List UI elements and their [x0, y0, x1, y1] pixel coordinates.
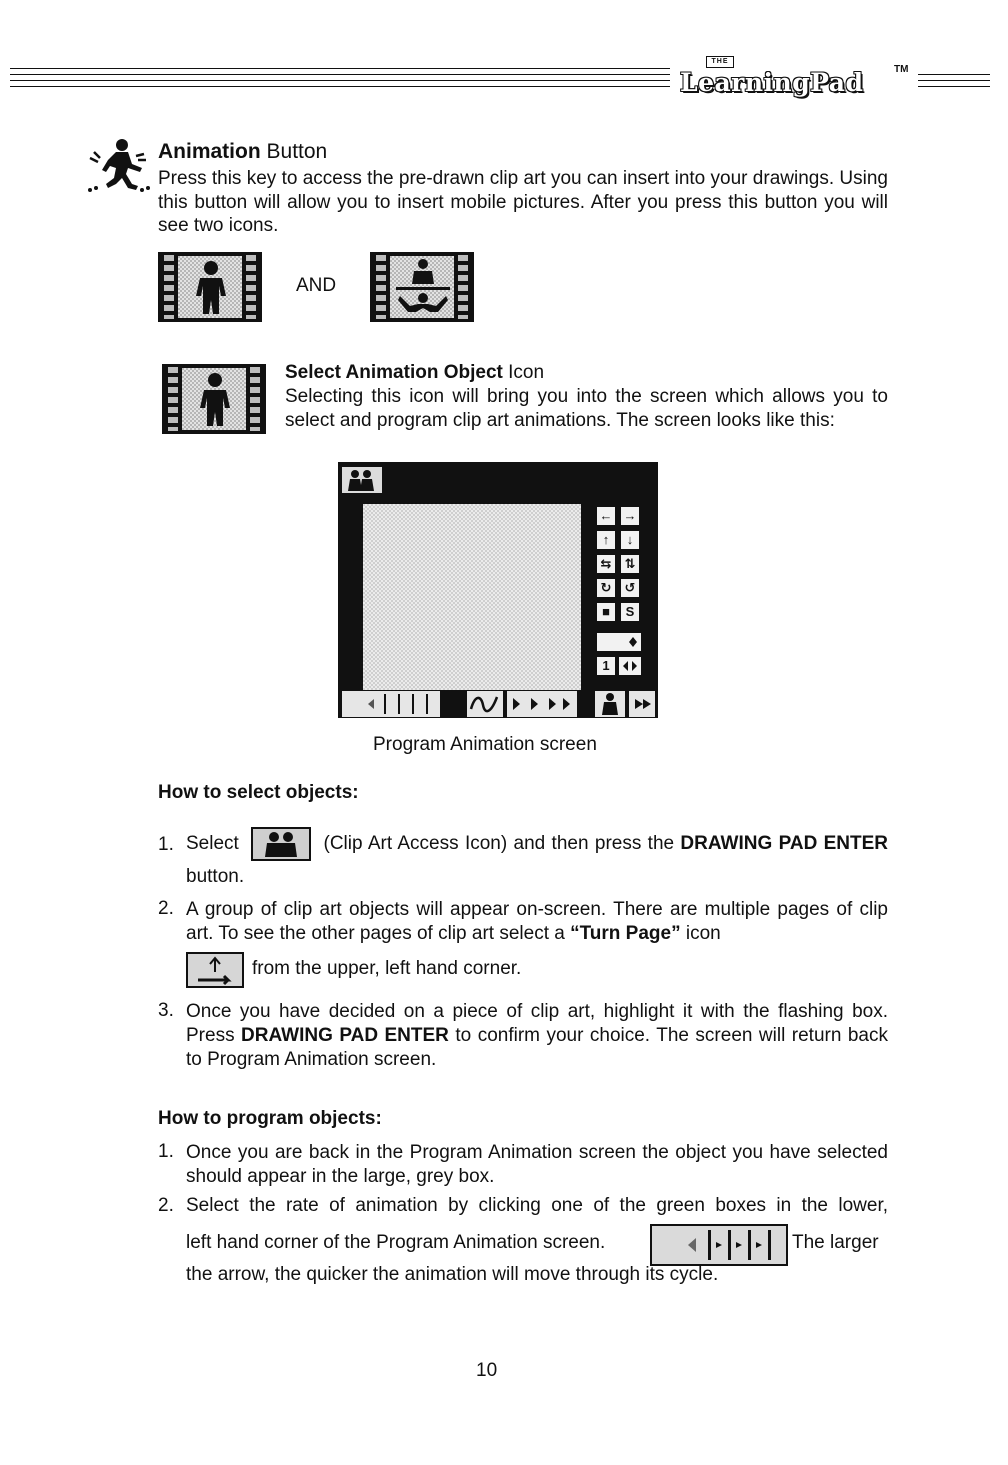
item-text: icon [680, 923, 721, 944]
swap-vertical-button[interactable]: ⇅ [620, 554, 640, 574]
arrow-left-button[interactable]: ← [596, 506, 616, 526]
turn-page-arrow-icon [188, 954, 242, 986]
path-draw-button[interactable] [466, 690, 504, 718]
animation-button-paragraph: Press this key to access the pre-drawn clip art you can insert into your drawings. Using this button will allow you to insert mobile pictures. After you press this button you will see two icons. [158, 168, 888, 236]
item-text: Select [186, 833, 239, 855]
program-animation-screen [338, 462, 658, 718]
turn-page-icon [186, 952, 244, 988]
speed-buttons-inline-icon [650, 1224, 788, 1266]
arrow-right-button[interactable]: → [620, 506, 640, 526]
people-icon [342, 467, 382, 493]
clip-art-access-inline-icon [251, 827, 311, 861]
select-objects-heading: How to select objects: [158, 782, 359, 803]
list-item-line-1: Select the rate of animation by clicking one of the green boxes in the lower, [186, 1195, 888, 1216]
diamond-icon [597, 633, 641, 651]
item-bold: DRAWING PAD ENTER [680, 833, 889, 855]
play-icon [507, 691, 577, 717]
figure-icon [194, 260, 228, 316]
animation-speed-buttons[interactable] [341, 690, 441, 718]
animation-button-title [158, 140, 327, 164]
animation-canvas[interactable] [363, 504, 581, 690]
learning-pad-logo [672, 56, 909, 97]
select-object-paragraph: Selecting this icon will bring you into the screen which allows you to select and program clip art animations. The screen looks like this: [285, 386, 888, 431]
item-text: button. [186, 866, 245, 887]
list-item-number: 3. [158, 1000, 174, 1021]
speed-arrows-icon [342, 691, 440, 717]
clip-art-access-icon[interactable] [341, 466, 383, 494]
list-item-line-3: the arrow, the quicker the animation will move through its cycle. [186, 1264, 719, 1285]
arrow-up-button[interactable]: ↑ [596, 530, 616, 550]
logo-the: THE [706, 56, 734, 68]
item-text: (Clip Art Access Icon) and then press the [317, 833, 681, 855]
path-button[interactable]: S [620, 602, 640, 622]
list-item-number: 2. [158, 1195, 174, 1216]
rotate-ccw-button[interactable]: ↺ [620, 578, 640, 598]
list-item-number: 2. [158, 898, 174, 919]
item-bold: “Turn Page” [570, 923, 681, 944]
program-objects-heading: How to program objects: [158, 1108, 382, 1129]
list-item [186, 1000, 888, 1072]
program-animation-icon [370, 252, 474, 322]
item-bold: DRAWING PAD ENTER [241, 1025, 449, 1046]
page-number: 10 [476, 1360, 498, 1381]
item-text: A group of clip art objects will appear on-screen. There are multiple pages of clip art. To see the other pages of clip art select a [186, 899, 888, 944]
list-item-line-2-end: The larger [792, 1232, 879, 1253]
speed-arrows-icon [652, 1226, 786, 1264]
page-arrows-icon [619, 657, 641, 675]
list-item: Once you are back in the Program Animation screen the object you have selected should appear in the large, grey box. [186, 1142, 888, 1187]
figure-pair-icon [396, 258, 450, 316]
select-animation-object-icon [158, 252, 262, 322]
logo-tm: TM [894, 64, 909, 75]
title-rest: Button [260, 140, 328, 163]
and-label: AND [296, 275, 337, 296]
list-item-number: 1. [158, 1141, 174, 1162]
logo-text: LearningPad [680, 68, 864, 97]
screen-caption: Program Animation screen [373, 734, 597, 755]
title-bold: Select Animation Object [285, 362, 503, 383]
stop-button[interactable]: ■ [596, 602, 616, 622]
list-item-line-2: left hand corner of the Program Animation screen. [186, 1232, 606, 1253]
rotate-cw-button[interactable]: ↻ [596, 578, 616, 598]
arrow-down-button[interactable]: ↓ [620, 530, 640, 550]
select-object-icon-large [162, 364, 266, 434]
running-figure-icon [86, 138, 150, 196]
diamond-button[interactable] [596, 632, 642, 652]
swap-horizontal-button[interactable]: ⇆ [596, 554, 616, 574]
item-text: Once you have decided on a piece of clip art, highlight it with the flashing box. Press [186, 1001, 888, 1046]
turn-page-text: from the upper, left hand corner. [252, 958, 522, 979]
page-nav-buttons[interactable] [618, 656, 642, 676]
figure-select-button[interactable] [594, 690, 626, 718]
title-bold: Animation [158, 140, 261, 163]
figure-small-icon [595, 691, 625, 717]
squiggle-icon [467, 691, 503, 717]
item-text: to confirm your choice. The screen will return back to Program Animation screen. [186, 1025, 889, 1070]
list-item [186, 898, 888, 946]
select-object-title [285, 362, 544, 384]
forward-arrow-icon [629, 691, 655, 717]
title-rest: Icon [502, 362, 545, 383]
list-item [186, 827, 888, 893]
figure-icon [198, 372, 232, 428]
list-item-number: 1. [158, 834, 174, 855]
playback-buttons[interactable] [506, 690, 578, 718]
people-icon [253, 829, 309, 859]
exit-button[interactable] [628, 690, 656, 718]
page-number: 1 [596, 656, 616, 676]
